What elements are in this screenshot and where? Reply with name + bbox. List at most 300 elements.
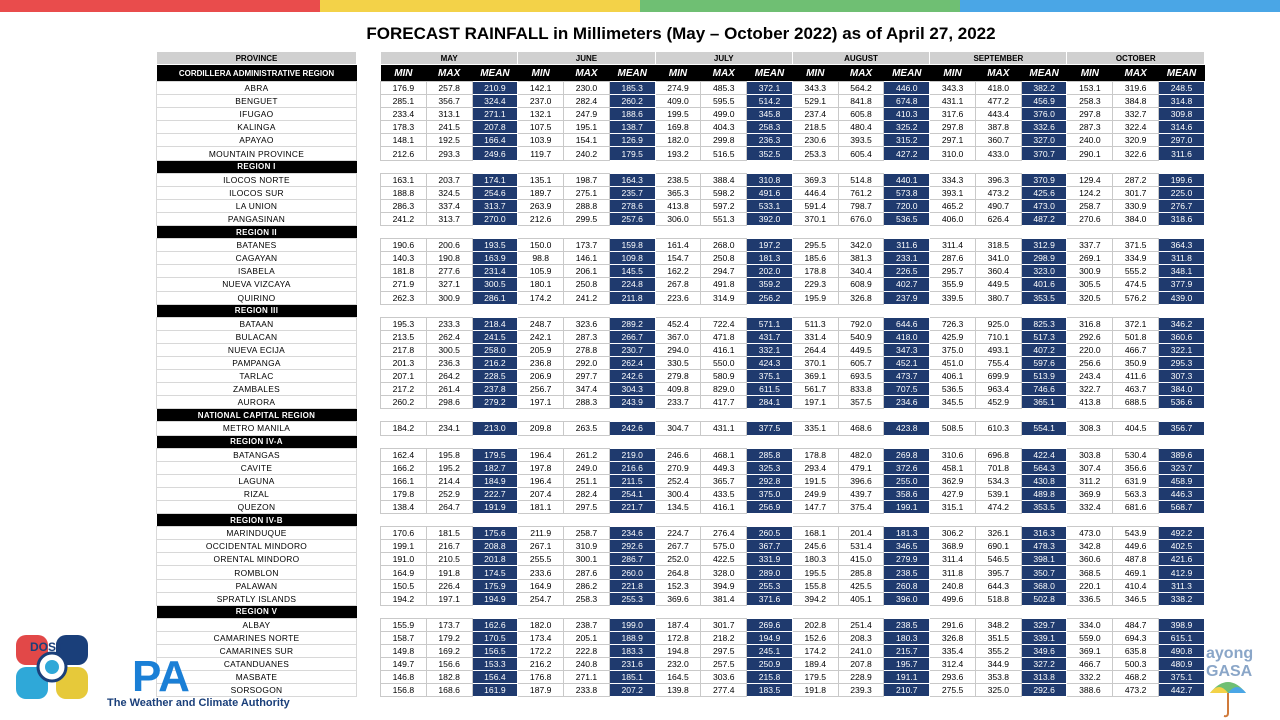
cell-max: 543.9 bbox=[1113, 527, 1159, 540]
cell-min: 207.4 bbox=[518, 487, 564, 500]
cell-max: 328.0 bbox=[701, 566, 747, 579]
cell-mean: 338.2 bbox=[1159, 592, 1205, 605]
row-gap bbox=[357, 618, 381, 631]
cell-mean: 323.7 bbox=[1159, 461, 1205, 474]
cell-max: 263.5 bbox=[564, 422, 610, 435]
cell-mean: 331.9 bbox=[747, 553, 793, 566]
top-bar-blue bbox=[960, 0, 1280, 12]
cell-mean: 298.9 bbox=[1021, 252, 1067, 265]
cell-mean: 377.5 bbox=[747, 422, 793, 435]
cell-mean: 260.5 bbox=[747, 527, 793, 540]
cell-mean: 153.3 bbox=[472, 658, 518, 671]
row-gap bbox=[357, 566, 381, 579]
cell-mean: 346.5 bbox=[884, 540, 930, 553]
table-row bbox=[157, 82, 1205, 95]
top-bar-yellow bbox=[320, 0, 640, 12]
cell-max: 710.1 bbox=[975, 330, 1021, 343]
cell-mean: 502.8 bbox=[1021, 592, 1067, 605]
cell-mean: 250.9 bbox=[747, 658, 793, 671]
dost-label: DOST bbox=[30, 640, 64, 654]
cell-mean: 348.1 bbox=[1159, 265, 1205, 278]
cell-max: 287.6 bbox=[564, 566, 610, 579]
cell-max: 925.0 bbox=[975, 317, 1021, 330]
cell-min: 452.4 bbox=[655, 317, 701, 330]
cell-min: 163.1 bbox=[381, 173, 427, 186]
cell-min: 169.8 bbox=[655, 121, 701, 134]
cell-mean: 185.1 bbox=[609, 671, 655, 684]
table-row bbox=[157, 108, 1205, 121]
cell-mean: 325.3 bbox=[747, 461, 793, 474]
cell-mean: 164.3 bbox=[609, 173, 655, 186]
table-row bbox=[157, 383, 1205, 396]
cell-min: 240.8 bbox=[930, 579, 976, 592]
province-name: BATANGAS bbox=[157, 448, 357, 461]
cell-max: 491.8 bbox=[701, 278, 747, 291]
cell-mean: 346.2 bbox=[1159, 317, 1205, 330]
cell-mean: 304.3 bbox=[609, 383, 655, 396]
cell-max: 608.9 bbox=[838, 278, 884, 291]
cell-min: 297.1 bbox=[930, 134, 976, 147]
cell-max: 597.2 bbox=[701, 199, 747, 212]
cell-max: 276.4 bbox=[701, 527, 747, 540]
cell-mean: 375.1 bbox=[747, 370, 793, 383]
cell-mean: 191.1 bbox=[884, 671, 930, 684]
cell-min: 146.8 bbox=[381, 671, 427, 684]
cell-max: 388.4 bbox=[701, 173, 747, 186]
cell-mean: 224.8 bbox=[609, 278, 655, 291]
cell-min: 238.5 bbox=[655, 173, 701, 186]
cell-min: 368.9 bbox=[930, 540, 976, 553]
cell-max: 277.6 bbox=[426, 265, 472, 278]
cell-mean: 571.1 bbox=[747, 317, 793, 330]
cell-min: 179.8 bbox=[381, 487, 427, 500]
cell-min: 252.4 bbox=[655, 474, 701, 487]
cell-min: 103.9 bbox=[518, 134, 564, 147]
table-row bbox=[157, 199, 1205, 212]
cell-max: 449.5 bbox=[975, 278, 1021, 291]
cell-mean: 208.8 bbox=[472, 540, 518, 553]
cell-max: 348.2 bbox=[975, 618, 1021, 631]
cell-min: 511.3 bbox=[792, 317, 838, 330]
cell-mean: 364.3 bbox=[1159, 239, 1205, 252]
cell-max: 297.5 bbox=[564, 501, 610, 514]
cell-min: 536.5 bbox=[930, 383, 976, 396]
cell-min: 148.1 bbox=[381, 134, 427, 147]
cell-mean: 324.4 bbox=[472, 95, 518, 108]
cell-mean: 382.2 bbox=[1021, 82, 1067, 95]
province-name: SPRATLY ISLANDS bbox=[157, 592, 357, 605]
cell-mean: 233.1 bbox=[884, 252, 930, 265]
cell-mean: 175.9 bbox=[472, 579, 518, 592]
cell-max: 439.7 bbox=[838, 487, 884, 500]
cell-min: 303.8 bbox=[1067, 448, 1113, 461]
cell-max: 261.2 bbox=[564, 448, 610, 461]
cell-min: 140.3 bbox=[381, 252, 427, 265]
subheader-row bbox=[157, 65, 1205, 82]
top-bar-green bbox=[640, 0, 960, 12]
cell-max: 342.0 bbox=[838, 239, 884, 252]
month-august: AUGUST bbox=[792, 52, 929, 65]
cell-mean: 269.8 bbox=[884, 448, 930, 461]
province-name: AURORA bbox=[157, 396, 357, 409]
cell-min: 197.1 bbox=[518, 396, 564, 409]
cell-max: 463.7 bbox=[1113, 383, 1159, 396]
cell-min: 196.4 bbox=[518, 474, 564, 487]
cell-max: 216.7 bbox=[426, 540, 472, 553]
cell-min: 330.5 bbox=[655, 356, 701, 369]
cell-max: 154.1 bbox=[564, 134, 610, 147]
subheader-max: MAX bbox=[975, 65, 1021, 82]
region-label: NATIONAL CAPITAL REGION bbox=[157, 409, 357, 422]
cell-mean: 260.2 bbox=[609, 95, 655, 108]
cell-min: 267.8 bbox=[655, 278, 701, 291]
region-row bbox=[157, 226, 1205, 239]
row-gap bbox=[357, 252, 381, 265]
cell-max: 418.0 bbox=[975, 82, 1021, 95]
cell-max: 249.0 bbox=[564, 461, 610, 474]
cell-min: 322.7 bbox=[1067, 383, 1113, 396]
cell-min: 529.1 bbox=[792, 95, 838, 108]
cell-min: 197.8 bbox=[518, 461, 564, 474]
cell-min: 155.9 bbox=[381, 618, 427, 631]
cell-mean: 517.3 bbox=[1021, 330, 1067, 343]
cell-max: 323.6 bbox=[564, 317, 610, 330]
cell-max: 326.1 bbox=[975, 527, 1021, 540]
cell-min: 258.7 bbox=[1067, 199, 1113, 212]
cell-min: 375.0 bbox=[930, 343, 976, 356]
cell-max: 693.5 bbox=[838, 370, 884, 383]
cell-mean: 311.6 bbox=[1159, 147, 1205, 160]
cell-max: 755.4 bbox=[975, 356, 1021, 369]
cell-min: 406.1 bbox=[930, 370, 976, 383]
cell-mean: 359.2 bbox=[747, 278, 793, 291]
cell-max: 411.6 bbox=[1113, 370, 1159, 383]
province-name: BATANES bbox=[157, 239, 357, 252]
cell-mean: 325.2 bbox=[884, 121, 930, 134]
cell-min: 242.1 bbox=[518, 330, 564, 343]
cell-min: 193.2 bbox=[655, 147, 701, 160]
table-row bbox=[157, 173, 1205, 186]
cell-min: 293.4 bbox=[792, 461, 838, 474]
cell-max: 285.8 bbox=[838, 566, 884, 579]
table-row bbox=[157, 579, 1205, 592]
cell-mean: 332.6 bbox=[1021, 121, 1067, 134]
cell-max: 198.7 bbox=[564, 173, 610, 186]
cell-max: 191.8 bbox=[426, 566, 472, 579]
cell-mean: 314.6 bbox=[1159, 121, 1205, 134]
cell-max: 404.5 bbox=[1113, 422, 1159, 435]
cell-max: 239.3 bbox=[838, 684, 884, 697]
row-gap bbox=[357, 108, 381, 121]
cell-max: 356.7 bbox=[426, 95, 472, 108]
row-gap bbox=[357, 461, 381, 474]
cell-min: 409.0 bbox=[655, 95, 701, 108]
cell-min: 271.9 bbox=[381, 278, 427, 291]
cell-max: 156.6 bbox=[426, 658, 472, 671]
cell-max: 396.3 bbox=[975, 173, 1021, 186]
table-row bbox=[157, 121, 1205, 134]
province-name: ABRA bbox=[157, 82, 357, 95]
province-name: APAYAO bbox=[157, 134, 357, 147]
subheader-max: MAX bbox=[564, 65, 610, 82]
cell-max: 168.6 bbox=[426, 684, 472, 697]
cell-min: 306.0 bbox=[655, 212, 701, 225]
cell-min: 194.8 bbox=[655, 645, 701, 658]
cell-max: 222.8 bbox=[564, 645, 610, 658]
cell-mean: 536.5 bbox=[884, 212, 930, 225]
cell-max: 480.4 bbox=[838, 121, 884, 134]
cell-mean: 473.0 bbox=[1021, 199, 1067, 212]
province-name: CAGAYAN bbox=[157, 252, 357, 265]
region-label: REGION IV-B bbox=[157, 514, 357, 527]
cell-mean: 322.1 bbox=[1159, 343, 1205, 356]
cell-max: 326.8 bbox=[838, 291, 884, 304]
cell-max: 514.8 bbox=[838, 173, 884, 186]
cell-mean: 480.9 bbox=[1159, 658, 1205, 671]
cell-mean: 353.5 bbox=[1021, 291, 1067, 304]
subheader-mean: MEAN bbox=[1159, 65, 1205, 82]
cell-min: 162.4 bbox=[381, 448, 427, 461]
cell-max: 192.5 bbox=[426, 134, 472, 147]
cell-min: 150.5 bbox=[381, 579, 427, 592]
cell-max: 449.6 bbox=[1113, 540, 1159, 553]
cell-mean: 825.3 bbox=[1021, 317, 1067, 330]
cell-mean: 368.0 bbox=[1021, 579, 1067, 592]
subheader-max: MAX bbox=[426, 65, 472, 82]
region-row bbox=[157, 409, 1205, 422]
cell-max: 240.8 bbox=[564, 658, 610, 671]
cell-max: 563.3 bbox=[1113, 487, 1159, 500]
cell-min: 295.5 bbox=[792, 239, 838, 252]
cell-min: 326.8 bbox=[930, 631, 976, 644]
row-gap bbox=[357, 317, 381, 330]
cell-min: 184.2 bbox=[381, 422, 427, 435]
cell-min: 181.8 bbox=[381, 265, 427, 278]
cell-mean: 256.2 bbox=[747, 291, 793, 304]
cell-mean: 392.0 bbox=[747, 212, 793, 225]
row-gap bbox=[357, 95, 381, 108]
cell-min: 142.1 bbox=[518, 82, 564, 95]
region-label: REGION III bbox=[157, 304, 357, 317]
region-row bbox=[157, 514, 1205, 527]
row-gap bbox=[357, 82, 381, 95]
cell-mean: 478.3 bbox=[1021, 540, 1067, 553]
cell-min: 256.6 bbox=[1067, 356, 1113, 369]
province-name: ISABELA bbox=[157, 265, 357, 278]
region-row-spacer bbox=[357, 605, 1205, 618]
cell-max: 580.9 bbox=[701, 370, 747, 383]
cell-min: 233.4 bbox=[381, 108, 427, 121]
cell-min: 202.8 bbox=[792, 618, 838, 631]
cell-min: 240.0 bbox=[1067, 134, 1113, 147]
cell-min: 199.1 bbox=[381, 540, 427, 553]
cell-max: 324.5 bbox=[426, 186, 472, 199]
cell-mean: 248.5 bbox=[1159, 82, 1205, 95]
cell-max: 303.6 bbox=[701, 671, 747, 684]
cell-max: 258.3 bbox=[564, 592, 610, 605]
row-gap bbox=[357, 383, 381, 396]
cell-mean: 446.3 bbox=[1159, 487, 1205, 500]
cell-max: 297.5 bbox=[701, 645, 747, 658]
cell-min: 181.1 bbox=[518, 501, 564, 514]
cell-mean: 490.8 bbox=[1159, 645, 1205, 658]
cell-max: 214.4 bbox=[426, 474, 472, 487]
cell-max: 605.4 bbox=[838, 147, 884, 160]
cell-mean: 207.2 bbox=[609, 684, 655, 697]
cell-min: 312.4 bbox=[930, 658, 976, 671]
cell-mean: 188.9 bbox=[609, 631, 655, 644]
cell-max: 173.7 bbox=[564, 239, 610, 252]
cell-mean: 412.9 bbox=[1159, 566, 1205, 579]
cell-min: 274.9 bbox=[655, 82, 701, 95]
province-name: ALBAY bbox=[157, 618, 357, 631]
province-name: CAMARINES SUR bbox=[157, 645, 357, 658]
cell-min: 334.3 bbox=[930, 173, 976, 186]
cell-min: 369.1 bbox=[1067, 645, 1113, 658]
cell-min: 243.4 bbox=[1067, 370, 1113, 383]
cell-max: 293.3 bbox=[426, 147, 472, 160]
cell-max: 469.1 bbox=[1113, 566, 1159, 579]
cell-max: 499.0 bbox=[701, 108, 747, 121]
cell-mean: 431.7 bbox=[747, 330, 793, 343]
cell-max: 262.4 bbox=[426, 330, 472, 343]
cell-max: 257.8 bbox=[426, 82, 472, 95]
cell-max: 233.8 bbox=[564, 684, 610, 697]
cell-max: 555.2 bbox=[1113, 265, 1159, 278]
subheader-max: MAX bbox=[1113, 65, 1159, 82]
region-label: REGION I bbox=[157, 160, 357, 173]
cell-mean: 218.4 bbox=[472, 317, 518, 330]
province-name: MOUNTAIN PROVINCE bbox=[157, 147, 357, 160]
cell-max: 395.7 bbox=[975, 566, 1021, 579]
cell-max: 314.9 bbox=[701, 291, 747, 304]
cell-mean: 312.9 bbox=[1021, 239, 1067, 252]
province-name: PAMPANGA bbox=[157, 356, 357, 369]
region-label: REGION V bbox=[157, 605, 357, 618]
cell-max: 301.7 bbox=[701, 618, 747, 631]
table-row bbox=[157, 239, 1205, 252]
table-row bbox=[157, 252, 1205, 265]
cell-max: 380.7 bbox=[975, 291, 1021, 304]
top-color-bar bbox=[0, 0, 1280, 12]
cell-mean: 611.5 bbox=[747, 383, 793, 396]
cell-max: 471.8 bbox=[701, 330, 747, 343]
cell-min: 166.2 bbox=[381, 461, 427, 474]
cell-mean: 221.7 bbox=[609, 501, 655, 514]
cell-mean: 183.3 bbox=[609, 645, 655, 658]
cell-mean: 211.5 bbox=[609, 474, 655, 487]
cell-max: 468.6 bbox=[838, 422, 884, 435]
cell-max: 396.6 bbox=[838, 474, 884, 487]
cell-mean: 199.1 bbox=[884, 501, 930, 514]
cell-mean: 269.6 bbox=[747, 618, 793, 631]
cell-max: 250.8 bbox=[564, 278, 610, 291]
cell-min: 213.5 bbox=[381, 330, 427, 343]
cell-mean: 226.5 bbox=[884, 265, 930, 278]
cell-mean: 311.6 bbox=[884, 239, 930, 252]
cell-max: 833.8 bbox=[838, 383, 884, 396]
cell-min: 253.3 bbox=[792, 147, 838, 160]
cell-max: 690.1 bbox=[975, 540, 1021, 553]
cell-mean: 266.7 bbox=[609, 330, 655, 343]
cell-max: 474.5 bbox=[1113, 278, 1159, 291]
cell-mean: 349.6 bbox=[1021, 645, 1067, 658]
cell-mean: 278.6 bbox=[609, 199, 655, 212]
cell-mean: 179.5 bbox=[472, 448, 518, 461]
cell-max: 325.0 bbox=[975, 684, 1021, 697]
cell-mean: 260.0 bbox=[609, 566, 655, 579]
cell-min: 293.6 bbox=[930, 671, 976, 684]
cell-min: 508.5 bbox=[930, 422, 976, 435]
cell-mean: 185.3 bbox=[609, 82, 655, 95]
cell-max: 490.7 bbox=[975, 199, 1021, 212]
cell-max: 310.9 bbox=[564, 540, 610, 553]
cell-max: 313.7 bbox=[426, 212, 472, 225]
cell-min: 335.4 bbox=[930, 645, 976, 658]
month-september: SEPTEMBER bbox=[930, 52, 1067, 65]
cell-min: 370.1 bbox=[792, 356, 838, 369]
subheader-min: MIN bbox=[930, 65, 976, 82]
cell-mean: 234.6 bbox=[884, 396, 930, 409]
table-row bbox=[157, 356, 1205, 369]
table-row bbox=[157, 396, 1205, 409]
cell-mean: 327.0 bbox=[1021, 134, 1067, 147]
cell-mean: 318.6 bbox=[1159, 212, 1205, 225]
cell-mean: 452.1 bbox=[884, 356, 930, 369]
region-row-spacer bbox=[357, 435, 1205, 448]
cell-min: 172.8 bbox=[655, 631, 701, 644]
row-gap bbox=[357, 291, 381, 304]
cell-min: 258.3 bbox=[1067, 95, 1113, 108]
cell-mean: 156.4 bbox=[472, 671, 518, 684]
cell-min: 310.6 bbox=[930, 448, 976, 461]
row-gap bbox=[357, 343, 381, 356]
cell-min: 331.4 bbox=[792, 330, 838, 343]
subheader-min: MIN bbox=[518, 65, 564, 82]
cell-mean: 514.2 bbox=[747, 95, 793, 108]
cell-min: 249.9 bbox=[792, 487, 838, 500]
row-gap bbox=[357, 631, 381, 644]
cell-mean: 297.0 bbox=[1159, 134, 1205, 147]
cell-max: 322.4 bbox=[1113, 121, 1159, 134]
cell-mean: 489.8 bbox=[1021, 487, 1067, 500]
region-row-spacer bbox=[357, 160, 1205, 173]
row-gap bbox=[357, 422, 381, 435]
table-row bbox=[157, 540, 1205, 553]
province-name: METRO MANILA bbox=[157, 422, 357, 435]
cell-min: 316.8 bbox=[1067, 317, 1113, 330]
cell-min: 343.3 bbox=[930, 82, 976, 95]
cell-mean: 188.6 bbox=[609, 108, 655, 121]
cell-max: 635.8 bbox=[1113, 645, 1159, 658]
cell-mean: 533.1 bbox=[747, 199, 793, 212]
cell-mean: 199.0 bbox=[609, 618, 655, 631]
cell-mean: 353.5 bbox=[1021, 501, 1067, 514]
cell-mean: 270.0 bbox=[472, 212, 518, 225]
cell-max: 297.7 bbox=[564, 370, 610, 383]
cell-mean: 430.8 bbox=[1021, 474, 1067, 487]
cell-mean: 180.3 bbox=[884, 631, 930, 644]
cell-mean: 329.7 bbox=[1021, 618, 1067, 631]
cell-mean: 427.2 bbox=[884, 147, 930, 160]
cell-mean: 407.2 bbox=[1021, 343, 1067, 356]
province-name: ROMBLON bbox=[157, 566, 357, 579]
table-row bbox=[157, 95, 1205, 108]
cell-min: 305.5 bbox=[1067, 278, 1113, 291]
cell-min: 224.7 bbox=[655, 527, 701, 540]
cell-min: 413.8 bbox=[655, 199, 701, 212]
cell-mean: 161.9 bbox=[472, 684, 518, 697]
